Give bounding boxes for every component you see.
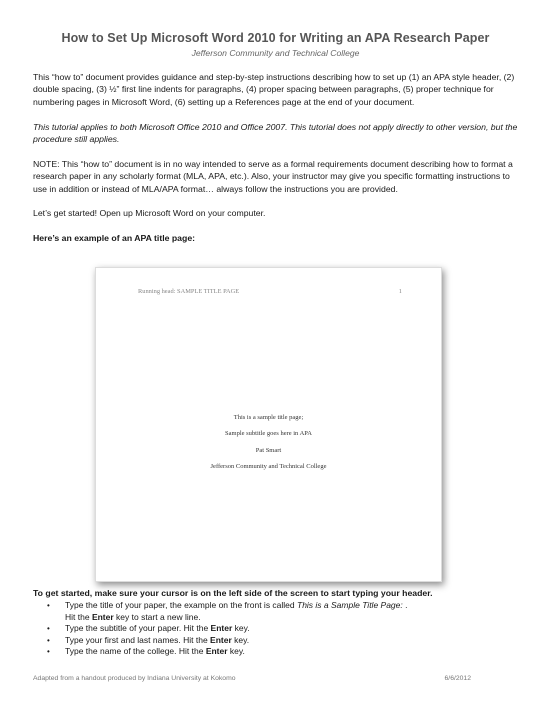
sample-subtitle-line: Sample subtitle goes here in APA <box>225 430 312 438</box>
note-paragraph: NOTE: This “how to” document is in no way intended to serve as a formal requirements document describing how to format a research paper in any scholarly format (MLA, APA, etc.). Also, your instructor may give you specific formatting instructions to use in addition or instead of MLA/APA format… always follow the instructions you are provided. <box>33 159 513 194</box>
sample-title-page-image <box>95 267 442 582</box>
start-paragraph: Let’s get started! Open up Microsoft Word on your computer. <box>33 208 266 218</box>
list-item <box>33 600 523 623</box>
step-text: Hit the <box>65 611 92 622</box>
step-text: Type the title of your paper, the example on the front is called <box>65 600 297 610</box>
instructions-heading: To get started, make sure your cursor is on the left side of the screen to start typing your header. <box>33 588 433 598</box>
step-text-end: key. <box>227 646 245 657</box>
footer-date: 6/6/2012 <box>444 675 471 682</box>
list-item <box>33 623 523 635</box>
step-continuation <box>65 612 523 624</box>
step-text: Type the name of the college. Hit the <box>65 646 206 657</box>
step-key-name: Enter <box>205 646 228 657</box>
document-title: How to Set Up Microsoft Word 2010 for Writing an APA Research Paper <box>61 31 490 45</box>
applies-paragraph: This tutorial applies to both Microsoft Office 2010 and Office 2007. This tutorial does not apply directly to other version, but the procedure still applies. <box>33 122 518 145</box>
bullet-icon: • <box>47 601 50 610</box>
sample-page-number: 1 <box>398 288 402 295</box>
step-text-end: . <box>402 600 408 610</box>
instruction-steps-list <box>33 600 523 658</box>
footer-credit: Adapted from a handout produced by Indiana University at Kokomo <box>33 675 236 682</box>
step-text: Type the subtitle of your paper. Hit the <box>65 623 211 634</box>
step-text-end: key. <box>231 634 250 645</box>
list-item <box>33 646 523 658</box>
intro-paragraph: This “how to” document provides guidance and step-by-step instructions describing how to set up (1) an APA style header, (2) double spacing, (3) ½” first line indents for paragraphs, (4) proper spacing between paragraphs, (5) proper technique for numbering pages in Microsoft Word, (6) setting up a References page at the end of your document. <box>33 72 515 107</box>
sample-college-line: Jefferson Community and Technical College <box>210 462 327 470</box>
sample-title-block <box>96 410 441 475</box>
step-key-name: Enter <box>210 634 232 645</box>
step-text-end: key to start a new line. <box>113 611 201 622</box>
document-subtitle: Jefferson Community and Technical College <box>191 48 360 58</box>
bullet-icon: • <box>47 624 50 634</box>
sample-author-line: Pat Smart <box>255 446 282 454</box>
step-text: Type your first and last names. Hit the <box>65 634 211 645</box>
bullet-icon: • <box>47 647 50 657</box>
step-italic-text: This is a Sample Title Page: <box>297 600 403 610</box>
step-text-end: key. <box>232 623 250 634</box>
bullet-icon: • <box>47 635 50 645</box>
sample-title-line: This is a sample title page; <box>233 414 304 421</box>
step-key-name: Enter <box>91 611 114 622</box>
sample-running-head: Running head: SAMPLE TITLE PAGE <box>138 288 240 295</box>
example-heading: Here’s an example of an APA title page: <box>33 233 196 243</box>
list-item <box>33 635 523 647</box>
step-key-name: Enter <box>210 623 233 634</box>
